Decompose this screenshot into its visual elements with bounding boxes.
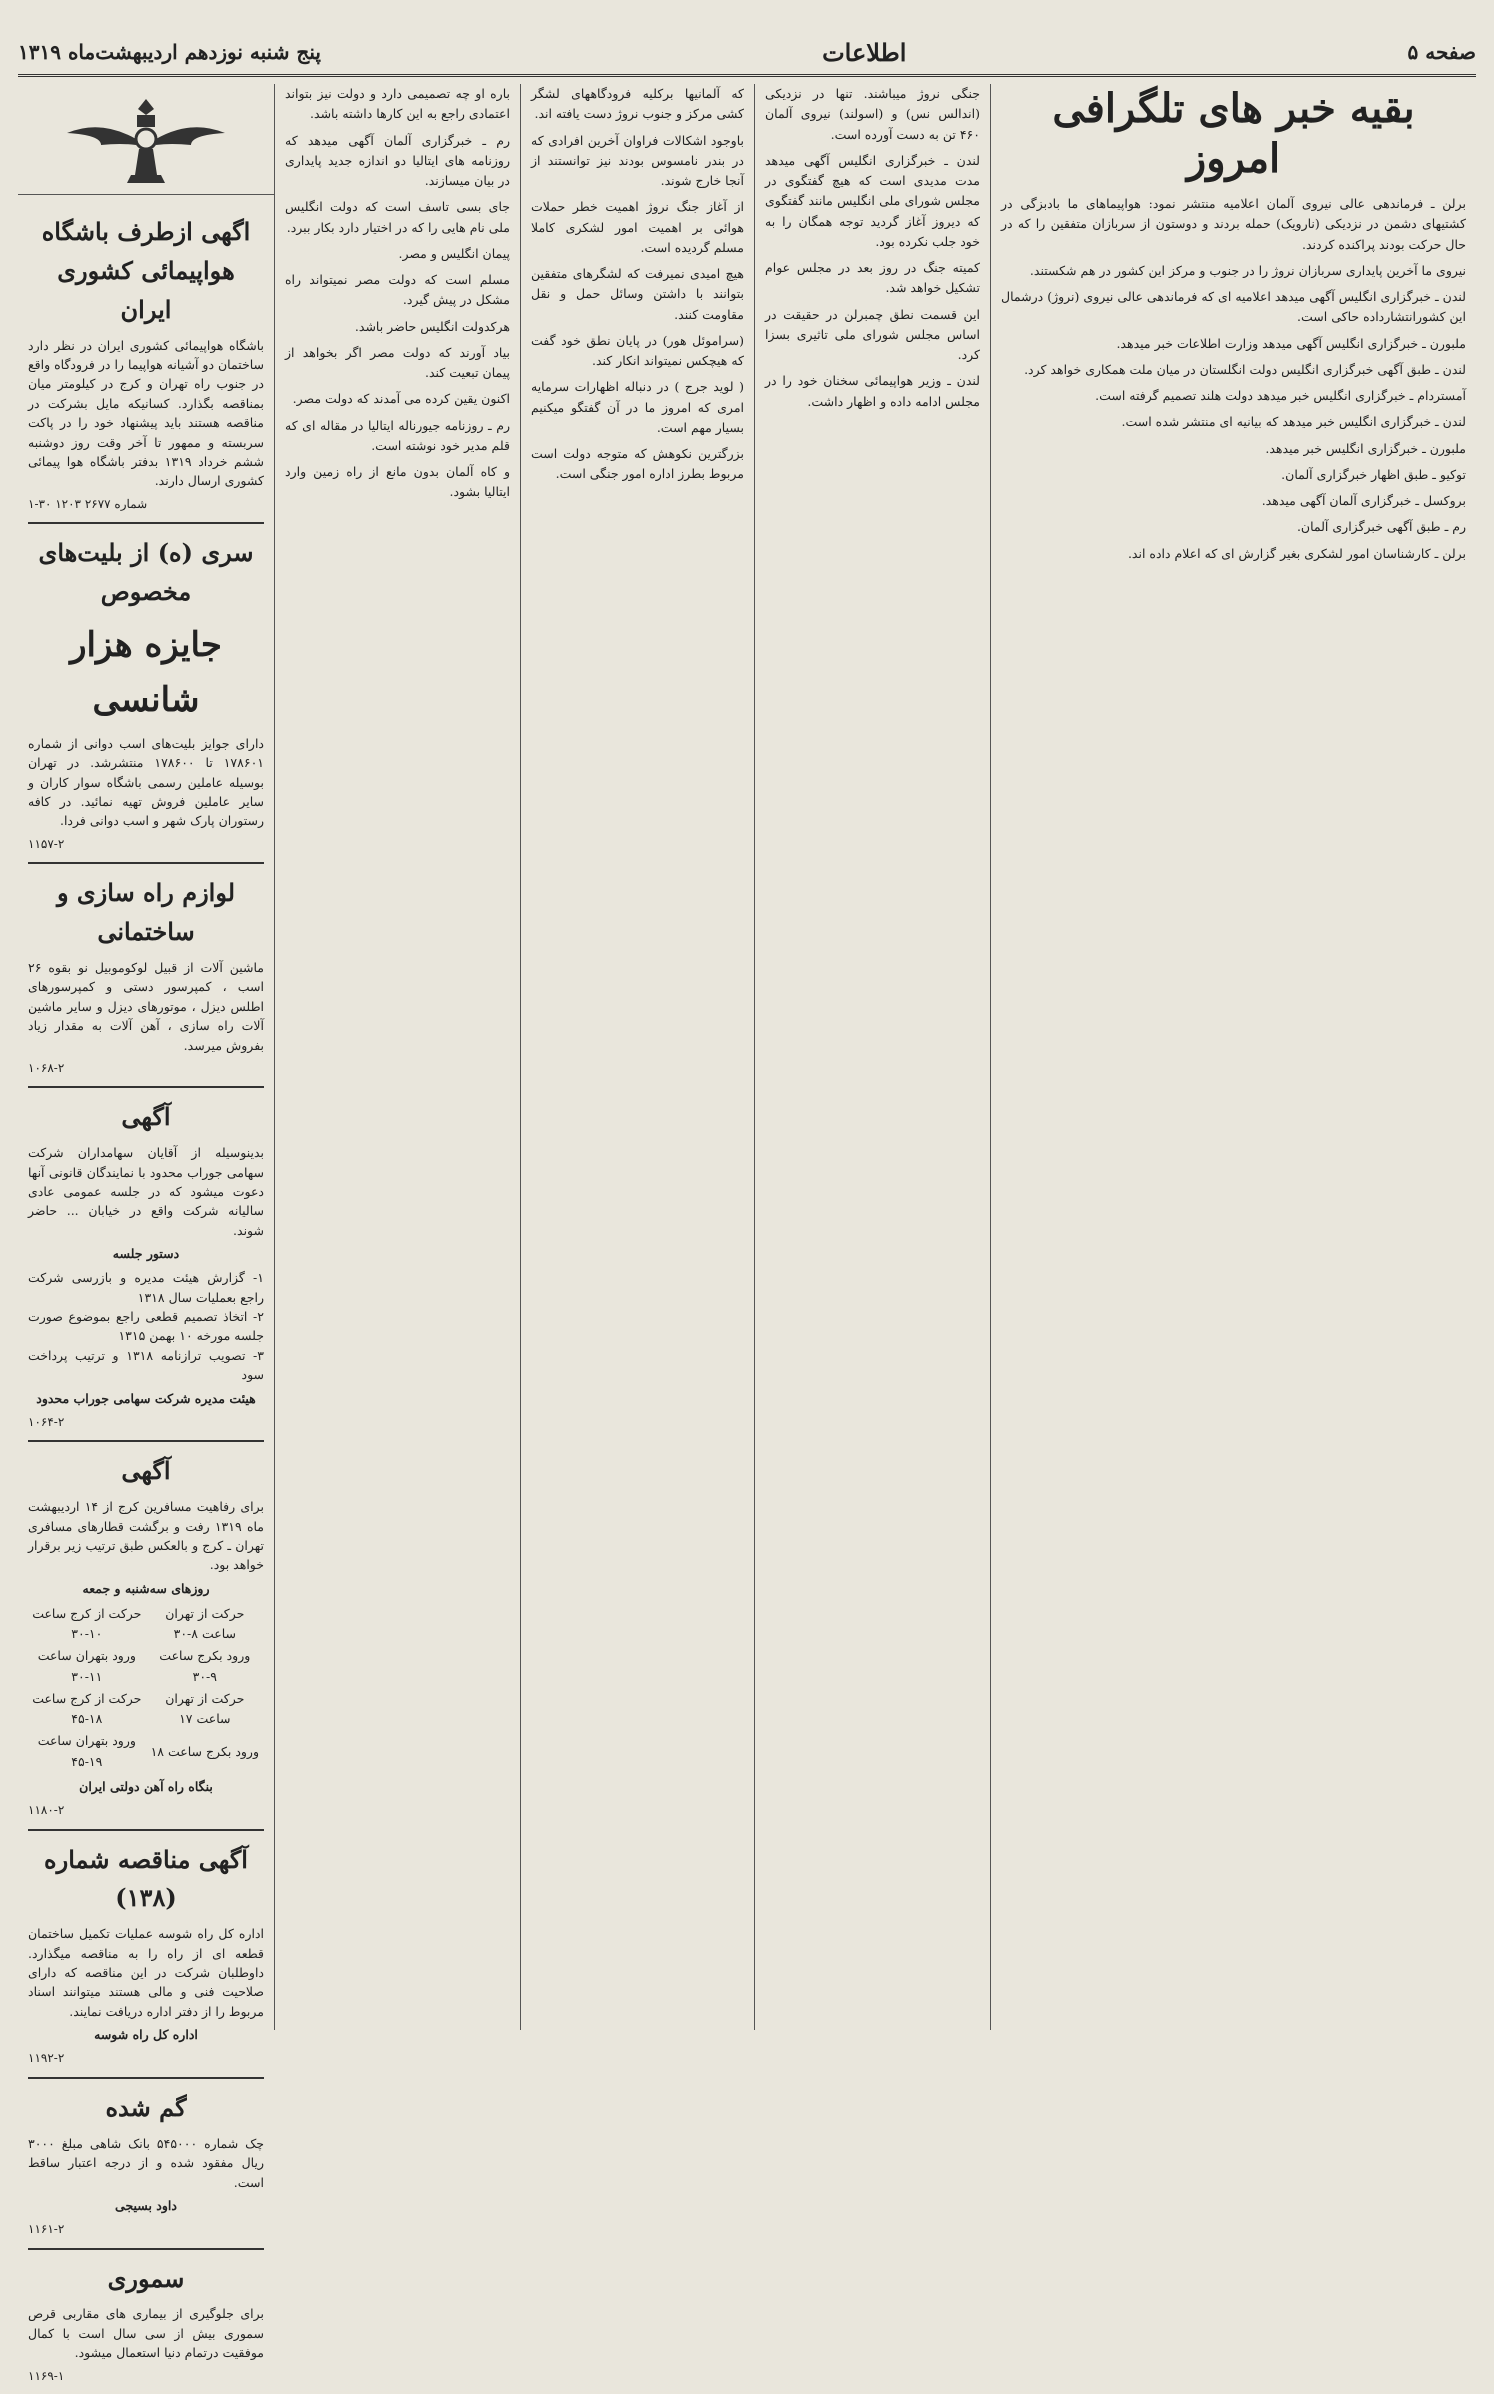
article-paragraph: توکیو ـ طبق اظهار خبرگزاری آلمان. bbox=[1281, 466, 1466, 482]
article-paragraph: این قسمت نطق چمبرلن در حقیقت در اساس مجلس شورای ملی تاثیری بسزا کرد. bbox=[765, 306, 980, 362]
ad-lost bbox=[28, 2079, 264, 2250]
ad-body: برای جلوگیری از بیماری های مقاربی قرص سموری بیش از سی سال است با کمال موفقیت درتمام دنیا استعمال میشود. bbox=[28, 2306, 264, 2361]
ad-train-schedule bbox=[28, 1442, 264, 1830]
ad-samuri bbox=[28, 2250, 264, 2394]
article-paragraph: اکنون یقین کرده می آمدند که دولت مصر. bbox=[292, 391, 510, 407]
article-paragraph: باره او چه تصمیمی دارد و دولت نیز بتواند اعتمادی راجع به این کارها داشته باشد. bbox=[285, 86, 510, 122]
article-paragraph: لندن ـ خبرگزاری انگلیس خبر میدهد که بیانیه ای منتشر شده است. bbox=[1121, 414, 1466, 430]
ad-reference: ۱۱۸۰-۲ bbox=[28, 1803, 65, 1818]
column-news-3 bbox=[520, 84, 754, 2030]
ad-title: سموری bbox=[107, 2263, 185, 2293]
ad-title: گم شده bbox=[105, 2092, 187, 2122]
article-paragraph: برلن ـ کارشناسان امور لشکری بغیر گزارش ای که اعلام داده اند. bbox=[1127, 545, 1466, 561]
article-paragraph: لندن ـ خبرگزاری انگلیس آگهی میدهد اعلامیه ای که فرماندهی عالی نیروی (نروژ) درشمال این کشورانتشارداده حاکی است. bbox=[1001, 289, 1466, 325]
article-paragraph: هیچ امیدی نمیرفت که لشگرهای متفقین بتوانند با داشتن وسائل حمل و نقل مقاومت کنند. bbox=[531, 266, 744, 322]
ad-lottery bbox=[28, 524, 264, 864]
ad-signature: اداره کل راه شوسه bbox=[94, 2027, 198, 2043]
ad-reference: ۱-۳۰ ۱۲۰۳ شماره ۲۶۷۷ bbox=[28, 496, 148, 511]
winged-emblem-icon bbox=[61, 89, 231, 189]
table-cell: ورود بکرج ساعت ۱۸ bbox=[150, 1743, 259, 1759]
article-paragraph: هرکدولت انگلیس حاضر باشد. bbox=[354, 318, 510, 334]
ad-reference: ۱۰۶۸-۲ bbox=[28, 1060, 65, 1075]
ad-title: جایزه هزار شانسی bbox=[70, 624, 222, 720]
schedule-heading: روزهای سه‌شنبه و جمعه bbox=[82, 1580, 210, 1596]
article-paragraph: جای بسی تاسف است که دولت انگلیس ملی نام هایی را که در اختیار دارد بکار ببرد. bbox=[285, 199, 510, 235]
ad-reference: ۱۱۶۹-۱ bbox=[28, 2368, 65, 2383]
article-paragraph: بروکسل ـ خبرگزاری آلمان آگهی میدهد. bbox=[1261, 493, 1466, 508]
column-telegraph-news bbox=[990, 84, 1476, 2030]
table-cell: حرکت از تهران ساعت ۸-۳۰ bbox=[165, 1605, 245, 1642]
ad-construction bbox=[28, 864, 264, 1088]
agenda-item: ۳- تصویب ترازنامه ۱۳۱۸ و ترتیب پرداخت سود bbox=[28, 1347, 265, 1383]
ad-signature: داود بسیجی bbox=[115, 2197, 177, 2213]
article-paragraph: جنگی نروژ میباشند. تنها در نزدیکی (اندالس نس) و (اسولند) نیروی آلمان ۴۶۰ تن به دست آورده است. bbox=[765, 86, 980, 142]
ad-body: اداره کل راه شوسه عملیات تکمیل ساختمان قطعه ای از راه را به مناقصه میگذارد. داوطلبان شرکت در این مناقصه که دارای صلاحیت فنی و مالی هستند میتوانند اسناد مربوط را از دفتر اداره دریافت نمایند. bbox=[28, 1926, 264, 2019]
ad-signature: بنگاه راه آهن دولتی ایران bbox=[79, 1778, 213, 1794]
ad-body: دارای جوایز بلیت‌های اسب دوانی از شماره ۱۷۸۶۰۱ تا ۱۷۸۶۰۰ منتشرشد. در تهران بوسیله عاملین رسمی باشگاه سوار کاران و سایر عاملین فروش تهیه نمائید. در کافه رستوران پارک شهر و اسب دوانی فردا. bbox=[28, 735, 265, 829]
ad-title: اگهی ازطرف باشگاه هواپیمائی کشوری ایران bbox=[41, 217, 251, 324]
table-cell: ورود بتهران ساعت ۱۹-۴۵ bbox=[37, 1733, 136, 1769]
article-paragraph: ملبورن ـ خبرگزاری انگلیس آگهی میدهد وزارت اطلاعات خبر میدهد. bbox=[1116, 335, 1466, 351]
article-paragraph: لندن ـ خبرگزاری انگلیس آگهی میدهد مدت مدیدی است که هیچ گفتگوی در مجلس شورای ملی انگلیس مانند گفتگوی که دیروز آغاز گردید توجه همگان را به خود جلب نکرده بود. bbox=[765, 152, 980, 249]
column-news-4 bbox=[274, 84, 520, 2030]
schedule-table bbox=[28, 1603, 264, 1773]
article-paragraph: ( لوید جرج ) در دنباله اظهارات سرمایه امری که امروز ما در آن گفتگو میکنیم بسیار مهم است. bbox=[531, 379, 744, 435]
ad-body: ماشین آلات از قبیل لوکوموبیل نو بقوه ۲۶ اسب ، کمپرسور دستی و کمپرسورهای اطلس دیزل ، موتورهای دیزل و سایر ماشین آلات راه سازی ، آهن آلات به مقدار زیاد بفروش میرسد. bbox=[28, 960, 264, 1053]
ad-body: بدینوسیله از آقایان سهامداران شرکت سهامی جوراب محدود با نمایندگان قانونی آنها دعوت میشود که در جلسه عمومی عادی سالیانه شرکت واقع در خیابان ... حاضر شوند. bbox=[28, 1145, 264, 1238]
ad-body: باشگاه هواپیمائی کشوری ایران در نظر دارد ساختمان دو آشیانه هواپیما را در فرودگاه واقع در جنوب راه تهران و کرج در کیلومتر میان بمناقصه بگذارد. کسانیکه مایل بشرکت در مناقصه هستند باید پیشنهاد خود را در پاکت سربسته و ممهور تا آخر وقت روز دوشنبه ششم خرداد ۱۳۱۹ بدفتر باشگاه هوا پیمائی کشوری ارسال دارند. bbox=[28, 337, 264, 489]
ad-signature: هیئت مدیره شرکت سهامی جوراب محدود bbox=[36, 1390, 256, 1406]
ad-subtitle: سری (ه) از بلیت‌های مخصوص bbox=[38, 538, 254, 606]
article-paragraph: و کاه آلمان بدون مانع از راه زمین وارد ایتالیا بشود. bbox=[285, 464, 510, 500]
issue-date: پنج شنبه نوزدهم اردیبهشت‌ماه ۱۳۱۹ bbox=[18, 40, 321, 64]
ad-reference: ۱۱۶۱-۲ bbox=[28, 2222, 65, 2237]
table-cell: ورود بکرج ساعت ۹-۳۰ bbox=[159, 1648, 251, 1684]
article-paragraph: برلن ـ فرماندهی عالی نیروی آلمان اعلامیه منتشر نمود: هواپیماهای ما بادبزگی در کشتیهای دشمن در نزدیکی (نارویک) حمله بردند و دوستون از سربازان متفقین را که در حال حرکت بودند پراکنده کردند. bbox=[1001, 196, 1466, 252]
article-paragraph: (سراموئل هور) در پایان نطق خود گفت که هیچکس نمیتواند انکار کند. bbox=[531, 332, 744, 368]
ad-title: لوازم راه سازی و ساختمانی bbox=[56, 878, 236, 947]
table-cell: حرکت از کرج ساعت ۱۰-۳۰ bbox=[32, 1605, 142, 1642]
page-number: صفحه ۵ bbox=[1407, 40, 1476, 64]
ad-reference: ۱۰۶۴-۲ bbox=[28, 1414, 65, 1429]
paper-name: اطلاعات bbox=[822, 37, 907, 67]
table-row bbox=[28, 1603, 264, 1646]
ad-body: چک شماره ۵۴۵۰۰۰ بانک شاهی مبلغ ۳۰۰۰ ریال مفقود شده و از درجه اعتبار ساقط است. bbox=[28, 2135, 264, 2190]
table-row bbox=[28, 1688, 264, 1731]
article-paragraph: از آغاز جنگ نروژ اهمیت خطر حملات هوائی بر اهمیت امور لشکری کاملا مسلم گردیده است. bbox=[531, 199, 744, 255]
ad-tender bbox=[28, 1831, 264, 2079]
article-paragraph: لندن ـ وزیر هواپیمائی سخنان خود را در مجلس ادامه داده و اظهار داشت. bbox=[765, 373, 980, 409]
columns bbox=[18, 84, 1476, 2383]
ad-shareholders bbox=[28, 1088, 264, 1442]
table-row bbox=[28, 1645, 264, 1688]
article-paragraph: رم ـ خبرگزاری آلمان آگهی میدهد که روزنامه های ایتالیا دو اندازه جدید پایداری در بیان میسازند. bbox=[285, 132, 510, 188]
article-paragraph: باوجود اشکالات فراوان آخرین افرادی که در بندر نامسوس بودند نیز توانستند از آنجا خارج شوند. bbox=[531, 132, 744, 188]
ad-body: برای رفاهیت مسافرین کرج از ۱۴ اردیبهشت ماه ۱۳۱۹ رفت و برگشت قطارهای مسافری تهران ـ کرج و بالعکس طبق ترتیب زیر برقرار خواهد بود. bbox=[28, 1499, 264, 1573]
agenda-item: ۲- اتخاذ تصمیم قطعی راجع بموضوع صورت جلسه مورخه ۱۰ بهمن ۱۳۱۵ bbox=[28, 1309, 264, 1344]
agenda-item: ۱- گزارش هیئت مدیره و بازرسی شرکت راجع بعملیات سال ۱۳۱۸ bbox=[28, 1270, 264, 1305]
article-paragraph: بزرگترین نکوهش که متوجه دولت است مربوط بطرز اداره امور جنگی است. bbox=[531, 446, 744, 482]
ad-title: آگهی مناقصه شماره (۱۳۸) bbox=[44, 1844, 248, 1913]
column-news-2 bbox=[754, 84, 990, 2030]
article-paragraph: لندن ـ طبق آگهی خبرگزاری انگلیس دولت انگلستان در میان ملت همکاری خواهد کرد. bbox=[1024, 361, 1466, 377]
table-cell: حرکت از تهران ساعت ۱۷ bbox=[165, 1690, 245, 1727]
ad-title: آگهی bbox=[121, 1102, 171, 1132]
ad-aviation-club bbox=[28, 203, 264, 524]
emblem-image bbox=[18, 84, 274, 195]
article-paragraph: ملبورن ـ خبرگزاری انگلیس خبر میدهد. bbox=[1265, 440, 1466, 456]
article-paragraph: پیمان انگلیس و مصر. bbox=[398, 245, 510, 261]
article-paragraph: که آلمانیها برکلیه فرودگاههای لشگر کشی مرکز و جنوب نروژ دست یافته اند. bbox=[531, 86, 744, 122]
article-paragraph: نیروی ما آخرین پایداری سربازان نروژ را در جنوب و مرکز این کشور در هم شکستند. bbox=[1029, 262, 1466, 278]
ad-subheading: دستور جلسه bbox=[112, 1246, 180, 1262]
ad-title: آگهی bbox=[121, 1456, 171, 1486]
table-cell: ورود بتهران ساعت ۱۱-۳۰ bbox=[37, 1648, 136, 1684]
table-row bbox=[28, 1730, 264, 1773]
article-paragraph: مسلم است که دولت مصر نمیتواند راه مشکل در پیش گیرد. bbox=[285, 272, 510, 308]
article-paragraph: کمیته جنگ در روز بعد در مجلس عوام تشکیل خواهد شد. bbox=[765, 260, 980, 296]
article-paragraph: رم ـ روزنامه جیورناله ایتالیا در مقاله ای که قلم مدیر خود نوشته است. bbox=[285, 417, 510, 453]
table-cell: حرکت از کرج ساعت ۱۸-۴۵ bbox=[32, 1690, 142, 1727]
ad-reference: ۱۱۹۲-۲ bbox=[28, 2051, 65, 2066]
article-paragraph: رم ـ طبق آگهی خبرگزاری آلمان. bbox=[1296, 519, 1466, 535]
column-advertisements bbox=[18, 84, 274, 2383]
headline: بقیه خبر های تلگرافی امروز bbox=[1052, 85, 1415, 182]
ad-reference: ۱۱۵۷-۲ bbox=[28, 836, 65, 851]
article-paragraph: بیاد آورند که دولت مصر اگر بخواهد از پیمان تبعیت کند. bbox=[285, 344, 510, 380]
article-paragraph: آمستردام ـ خبرگزاری انگلیس خبر میدهد دولت هلند تصمیم گرفته است. bbox=[1095, 388, 1466, 403]
masthead bbox=[18, 30, 1476, 77]
